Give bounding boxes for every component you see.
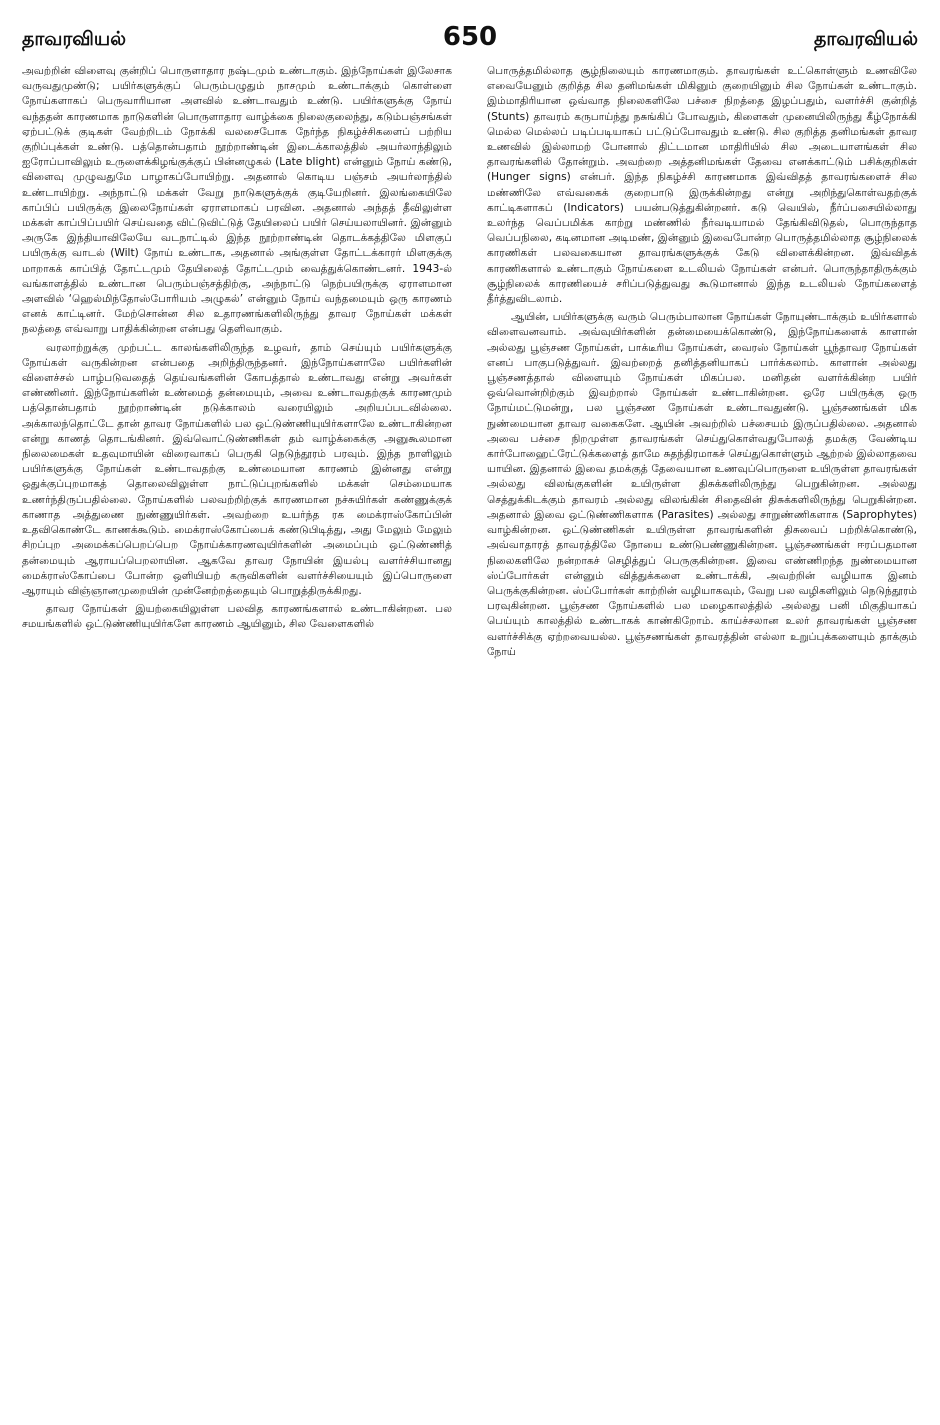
paragraph: வரலாற்றுக்கு முற்பட்ட காலங்களிலிருந்த உழவர், தாம் செய்யும் பயிர்களுக்கு நோய்கள் வருகின்றன என்பதை அறிந்திருந்தனர். இந்நோய்களாலே பயிர்களின் விளைச்சல் பாழ்படுவதைத் தெய்வங்களின் கோபத்தால் உண்டாவது என்று அவர்கள் எண்ணினர். இந்நோய்களின் உண்மைத் தன்மையும், அவை உண்டாவதற்குக் காரணமும் பத்தொன்பதாம் நூற்றாண்டின் நடுக்காலம் வரையிலும் அறியப்படவில்லை. அக்காலந்தொட்டே தான் தாவர நோய்களில் பல ஒட்டுண்ணியுயிர்களாலே உண்டாகின்றன என்று காணத் தொடங்கினர். இவ்வொட்டுண்ணிகள் தம் வாழ்க்கைக்கு அனுகூலமான நிலைமைகள் உதவுமாயின் விரைவாகப் பெருகி நெடுந்தூரம் பரவும். இந்த நாளிலும் பயிர்களுக்கு நோய்கள் உண்டாவதற்கு உண்மையான காரணம் இன்னது என்று ஒதுக்குப்புறமாகத் தொலைவிலுள்ள நாட்டுப்புறங்களில் மக்கள் செம்மையாக உணர்ந்திருப்பதில்லை. நோய்களில் பலவற்றிற்குக் காரணமான நச்சுயிர்கள் கண்ணுக்குக் காணாத அத்துணை நுண்ணுயிர்கள். அவற்றை உயர்ந்த ரக மைக்ராஸ்கோப்பின் உதவிகொண்டே காணக்கூடும். மைக்ராஸ்கோப்பைக் கண்டுபிடித்து, அது மேலும் மேலும் சிறப்புற அமைக்கப்பெறப்பெற நோய்க்காரணவுயிர்களின் அமைப்பும் ஒட்டுண்ணித் தன்மையும் ஆராயப்பெறலாயின. ஆகவே தாவர நோயின் இயல்பு வளர்ச்சியானது மைக்ராஸ்கோப்பை போன்ற ஒளியியற் கருவிகளின் வளர்ச்சியையும் இப்பொருளை ஆராயும் விஞ்ஞானமுறையின் முன்னேற்றத்தையும் பொறுத்திருக்கிறது. [22, 341, 452, 597]
paragraph: பொருத்தமில்லாத சூழ்நிலையும் காரணமாகும். தாவரங்கள் உட்கொள்ளும் உணவிலே எவையேனும் குறித்த சில தனிமங்கள் மிகினும் குறையினும் சில நோய்கள் உண்டாகும். இம்மாதிரியான ஒவ்வாத நிலைகளிலே பச்சை நிறத்தை இழப்பதும், வளர்ச்சி குன்றித் (Stunts) தாவரம் கருபாய்ந்து நசுங்கிப் போவதும், கிளைகள் முனையிலிருந்து கீழ்நோக்கி மெல்ல மெல்லப் படிப்படியாகப் பட்டுப்போவதும் உண்டு. சில குறித்த தனிமங்கள் தாவர உணவில் இல்லாமற் போனால் திட்டமான மாதிரியில் சில அடையாளங்கள் சில தாவரங்களில் தோன்றும். அவற்றை அத்தனிமங்கள் தேவை எனக்காட்டும் பசிக்குறிகள் (Hunger signs) என்பர். இந்த நிகழ்ச்சி காரணமாக இவ்விதத் தாவரங்களைச் சில மண்ணிலே எவ்வகைக் குறைபாடு இருக்கின்றது என்று அறிந்துகொள்வதற்குக் காட்டிகளாகப் (Indicators) பயன்படுத்துகின்றனர். கடு வெயில், நீர்ப்பசையில்லாது உலர்ந்த வெப்பமிக்க காற்று மண்ணில் நீர்வடியாமல் தேங்கிவிடுதல், பொருந்தாத வெப்பநிலை, கடினமான அடிமண், இன்னும் இவைபோன்ற பொருத்தமில்லாத சூழ்நிலைக் காரணிகள் பலவகையான தாவரங்களுக்குக் கேடு விளைக்கின்றன. இவ்விதக் காரணிகளால் உண்டாகும் நோய்களை உடலியல் நோய்கள் என்பர். பொருந்தாதிருக்கும் சூழ்நிலைக் காரணியைச் சரிப்படுத்துவது கூடுமானால் இந்த உடலியல் நோய்களைத் தீர்த்துவிடலாம். [487, 65, 917, 306]
paragraph: தாவர நோய்கள் இயற்கையிலுள்ள பலவித காரணங்களால் உண்டாகின்றன. பல சமயங்களில் ஒட்டுண்ணியுயிர்களே காரணம் ஆயினும், சில வேளைகளில் [22, 603, 452, 631]
left-column [22, 64, 452, 1404]
page-number: 650 [442, 22, 498, 52]
running-head-left: தாவரவியல் [22, 28, 126, 50]
paragraph: ஆயின், பயிர்களுக்கு வரும் பெரும்பாலான நோய்கள் நோயுண்டாக்கும் உயிர்களால் விளைவனவாம். அவ்வுயிர்களின் தன்மையைக்கொண்டு, இந்நோய்களைக் காளான் அல்லது பூஞ்சண நோய்கள், பாக்டீரிய நோய்கள், வைரஸ் நோய்கள் பூந்தாவர நோய்கள் எனப் பாகுபடுத்துவர். இவற்றைத் தனித்தனியாகப் பார்க்கலாம். காளான் அல்லது பூஞ்சணத்தால் விளையும் நோய்கள் மிகப்பல. மனிதன் வளர்க்கின்ற பயிர் ஒவ்வொன்றிற்கும் இவற்றால் நோய்கள் உண்டாகின்றன. ஒரே பயிருக்கு ஒரு நோய்மட்டுமன்று, பல பூஞ்சண நோய்கள் உண்டாவதுண்டு. பூஞ்சணங்கள் மிக நுண்மையான தாவர வகைகளே. ஆயின் அவற்றில் பச்சையம் இருப்பதில்லை. அதனால் அவை பச்சை நிறமுள்ள தாவரங்கள் செய்துகொள்வதுபோலத் தமக்கு வேண்டிய கார்போஹைட்ரேட்டுக்களைத் தாமே சுதந்திரமாகச் செய்துகொள்ளும் ஆற்றல் இல்லாதவை யாயின. இதனால் இவை தமக்குத் தேவையான உணவுப்பொருளை உயிருள்ள தாவரங்கள் அல்லது விலங்குகளின் உயிருள்ள திசுக்களிலிருந்து பெறுகின்றன. அல்லது செத்துக்கிடக்கும் தாவரம் அல்லது விலங்கின் சிதைவின் திசுக்களிலிருந்து பெறுகின்றன. அதனால் இவை ஒட்டுண்ணிகளாக (Parasites) அல்லது சாறுண்ணிகளாக (Saprophytes) வாழ்கின்றன. ஒட்டுண்ணிகள் உயிருள்ள தாவரங்களின் திசுவைப் பற்றிக்கொண்டு, அவ்வாதாரத் தாவரத்திலே நோயை உண்டுபண்ணுகின்றன. பூஞ்சணங்கள் ஈரப்பதமான நிலைகளிலே நன்றாகச் செழித்துப் பெருகுகின்றன. இவை எண்ணிறந்த நுண்மையான ஸ்ப்போர்கள் என்னும் வித்துக்களை உண்டாக்கி, அவற்றின் வழியாக இனம் பெருக்குகின்றன. ஸ்ப்போர்கள் காற்றின் வழியாகவும், வேறு பல வழிகளிலும் நெடுந்தூரம் பரவுகின்றன. பூஞ்சண நோய்களில் பல மழைகாலத்தில் அல்லது பனி மிகுதியாகப் பெய்யும் காலத்தில் உண்டாகக் காண்கிறோம். காய்ச்சலான உலர் தாவரங்கள் பூஞ்சண வளர்ச்சிக்கு ஏற்றவையல்ல. பூஞ்சணங்கள் தாவரத்தின் எல்லா உறுப்புக்களையும் தாக்கும் நோய் [487, 311, 917, 658]
running-head-right: தாவரவியல் [814, 28, 918, 50]
page-header [22, 22, 918, 56]
right-column [487, 64, 917, 1404]
paragraph: அவற்றின் விளைவு குன்றிப் பொருளாதார நஷ்டமும் உண்டாகும். இந்நோய்கள் இலேசாக வருவதுமுண்டு; பயிர்களுக்குப் பெரும்பழுதும் நாசமும் உண்டாக்கும் கொள்ளை நோய்களாகப் பெருவாரியான அளவில் உண்டாவதும் உண்டு. பயிர்களுக்கு நோய் வந்ததன் காரணமாக நாடுகளின் பொருளாதார வாழ்க்கை நிலைகுலைந்து, கடும்பஞ்சங்கள் ஏற்பட்டுக் குடிகள் வேற்றிடம் நோக்கி வலசைபோக நேர்ந்த நிகழ்ச்சிகளைப் பற்றிய குறிப்புக்கள் உண்டு. பத்தொன்பதாம் நூற்றாண்டின் இடைக்காலத்தில் அயர்லாந்திலும் ஐரோப்பாவிலும் உருளைக்கிழங்குக்குப் பின்னழுகல் (Late blight) என்னும் நோய் கண்டு, விளைவு முழுவதுமே பாழாகப்போயிற்று. அதனால் கொடிய பஞ்சம் அயர்லாந்தில் உண்டாயிற்று. அந்நாட்டு மக்கள் வேறு நாடுகளுக்குக் குடியேறினர். இலங்கையிலே காப்பிப் பயிருக்கு இலைநோய்கள் ஏராளமாகப் பரவின. அதனால் அந்தத் தீவிலுள்ள மக்கள் காப்பிப்பயிர் செய்வதை விட்டுவிட்டுத் தேயிலைப் பயிர் செய்யலாயினர். இன்னும் அருகே இந்தியாவிலேயே வடநாட்டில் இந்த நூற்றாண்டின் தொடக்கத்திலே மிளகுப் பயிருக்கு வாடல் (Wilt) நோய் உண்டாக, அதனால் அங்குள்ள தோட்டக்காரர் மிளகுக்கு மாறாகக் காப்பித் தோட்டமும் தேயிலைத் தோட்டமும் வைத்துக்கொண்டனர். 1943-ல் வங்காளத்தில் உண்டான பெரும்பஞ்சத்திற்கு, அந்நாட்டு நெற்பயிருக்கு ஏராளமான அளவில் ‘ஹெல்மிந்தோஸ்போரியம் அழுகல்’ என்னும் நோய் வந்தமையும் ஒரு காரணம் எனக் காட்டினர். மேற்சொன்ன சில உதாரணங்களிலிருந்து தாவர நோய்கள் மக்கள் நலத்தை எவ்வாறு பாதிக்கின்றன என்பது தெளிவாகும். [22, 65, 452, 336]
